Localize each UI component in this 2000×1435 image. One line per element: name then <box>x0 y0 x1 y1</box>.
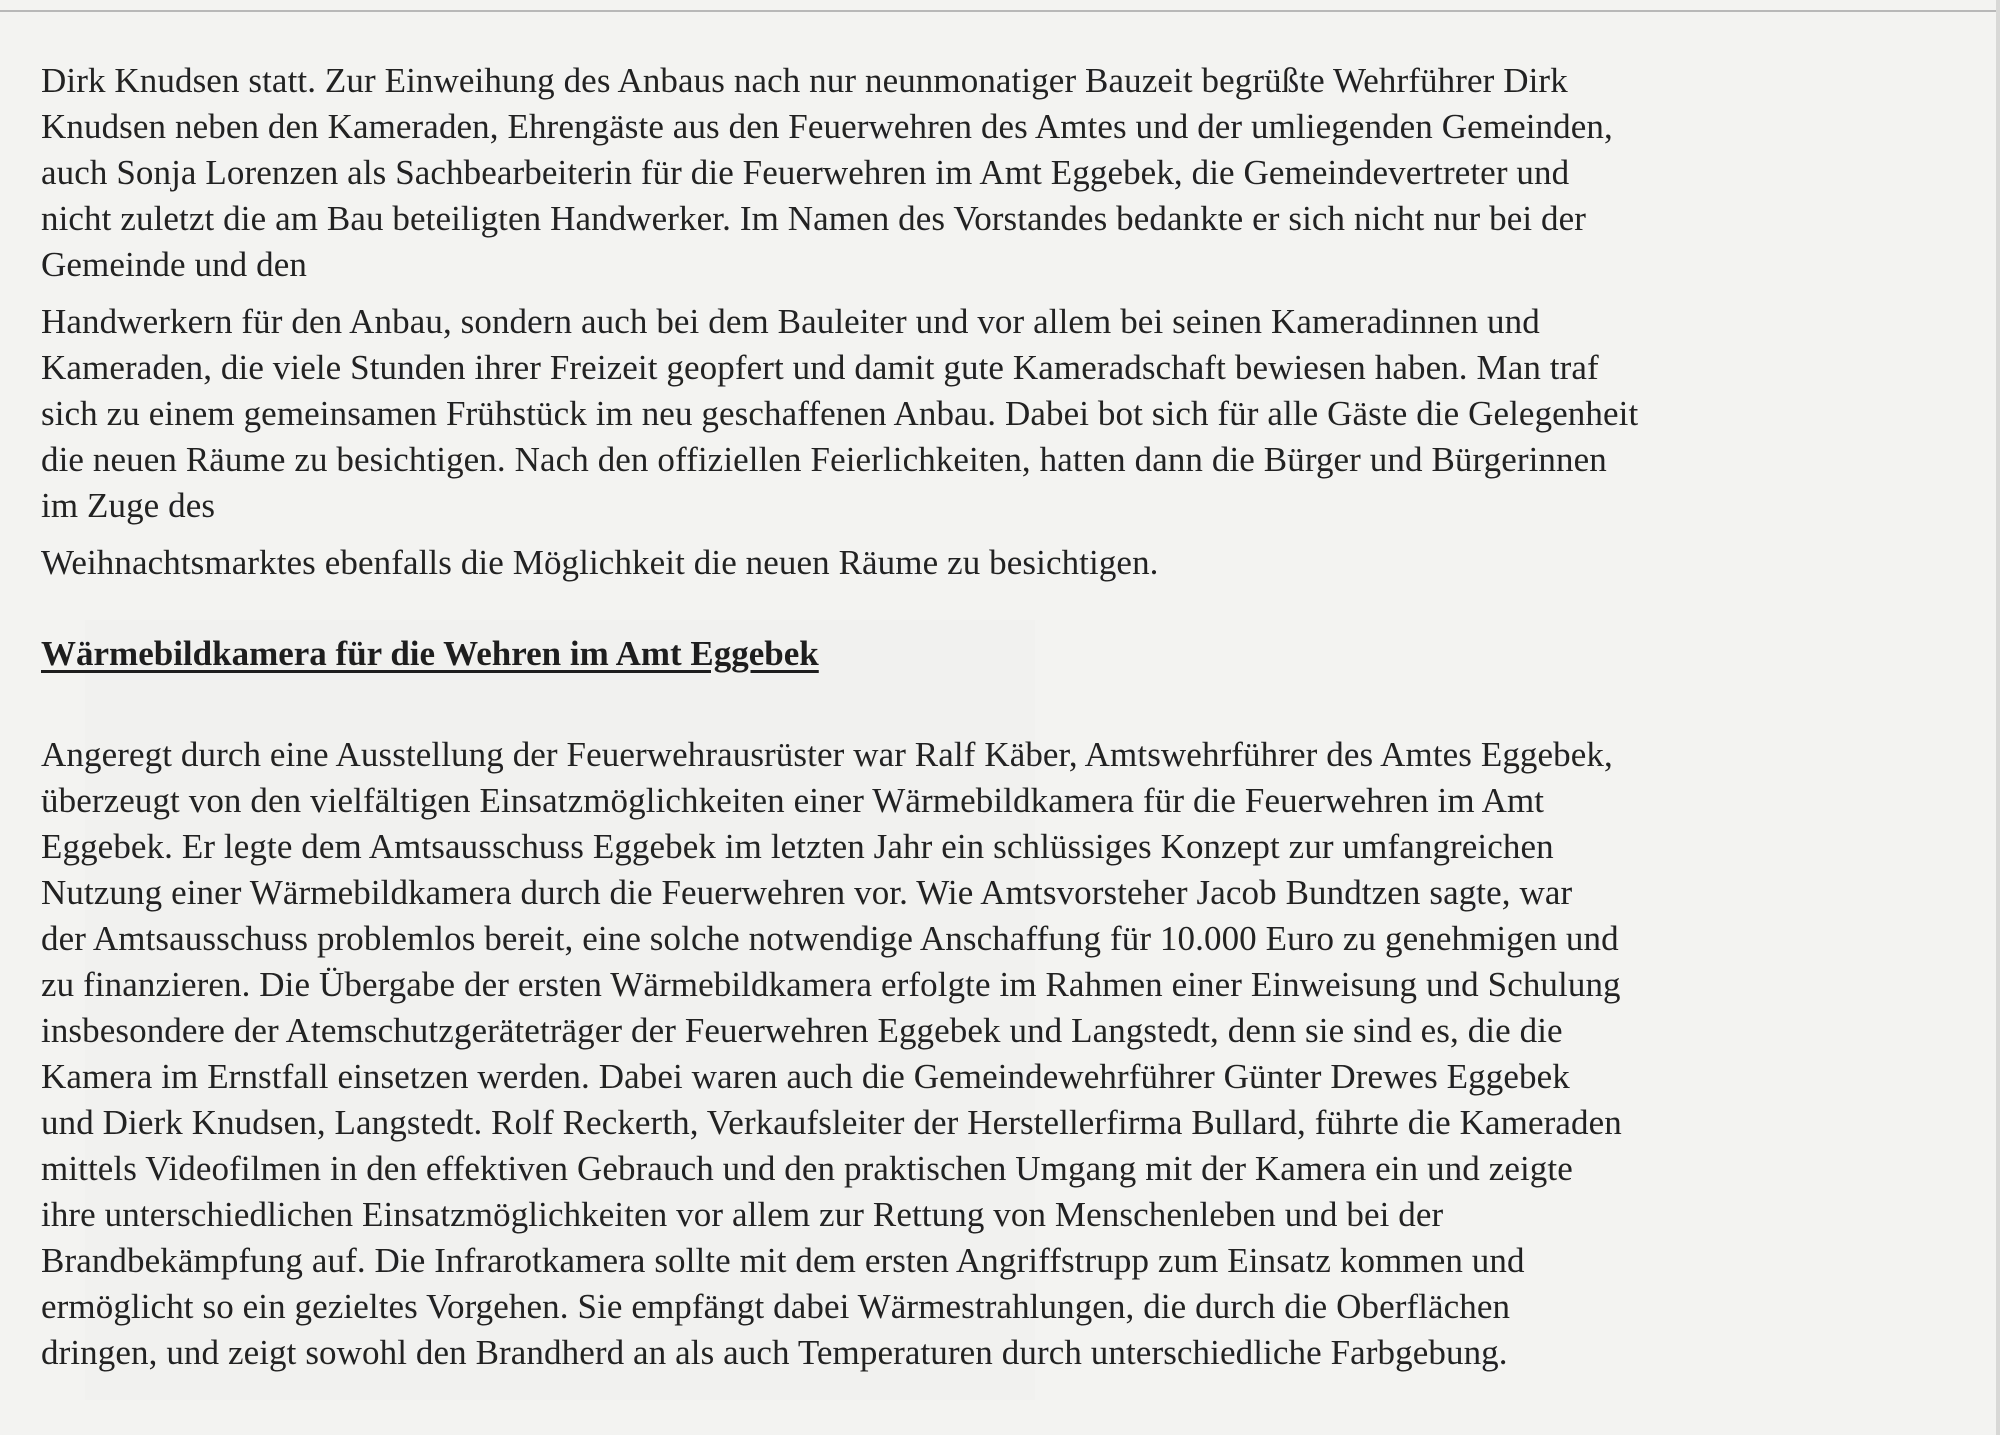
paragraph-line: ihre unterschiedlichen Einsatzmöglichkeiten vor allem zur Rettung von Menschenleben und bei der <box>41 1195 1444 1234</box>
paragraph-line: Kamera im Ernstfall einsetzen werden. Dabei waren auch die Gemeindewehrführer Günter Drewes Eggebek <box>41 1057 1570 1096</box>
paragraph-line: und Dierk Knudsen, Langstedt. Rolf Reckerth, Verkaufsleiter der Herstellerfirma Bullard, führte die Kameraden <box>41 1103 1622 1142</box>
paragraph-line: im Zuge des <box>41 486 216 525</box>
paragraph-line: mittels Videofilmen in den effektiven Gebrauch und den praktischen Umgang mit der Kamera ein und zeigte <box>41 1149 1573 1188</box>
paragraph-line: ermöglicht so ein gezieltes Vorgehen. Sie empfängt dabei Wärmestrahlungen, die durch die Oberflächen <box>41 1287 1511 1326</box>
paragraph-line: Handwerkern für den Anbau, sondern auch bei dem Bauleiter und vor allem bei seinen Kameradinnen und <box>41 302 1540 341</box>
paragraph-line: Brandbekämpfung auf. Die Infrarotkamera sollte mit dem ersten Angriffstrupp zum Einsatz kommen und <box>41 1241 1525 1280</box>
paragraph-line: dringen, und zeigt sowohl den Brandherd an als auch Temperaturen durch unterschiedliche Farbgebung. <box>41 1333 1508 1372</box>
paragraph-line: nicht zuletzt die am Bau beteiligten Handwerker. Im Namen des Vorstandes bedankte er sich nicht nur bei der <box>41 199 1587 238</box>
paragraph-line: Dirk Knudsen statt. Zur Einweihung des Anbaus nach nur neunmonatiger Bauzeit begrüßte Wehrführer Dirk <box>41 61 1568 100</box>
paragraph-line: die neuen Räume zu besichtigen. Nach den offiziellen Feierlichkeiten, hatten dann die Bürger und Bürgerinnen <box>41 440 1607 479</box>
paragraph-line: der Amtsausschuss problemlos bereit, eine solche notwendige Anschaffung für 10.000 Euro zu genehmigen und <box>41 919 1619 958</box>
section-heading: Wärmebildkamera für die Wehren im Amt Eggebek <box>41 634 819 673</box>
paragraph-line: zu finanzieren. Die Übergabe der ersten Wärmebildkamera erfolgte im Rahmen einer Einweisung und Schulung <box>41 965 1621 1004</box>
paragraph-line: Weihnachtsmarktes ebenfalls die Möglichkeit die neuen Räume zu besichtigen. <box>41 543 1159 582</box>
paragraph-line: auch Sonja Lorenzen als Sachbearbeiterin für die Feuerwehren im Amt Eggebek, die Gemeindevertreter und <box>41 153 1570 192</box>
paragraph-line: sich zu einem gemeinsamen Frühstück im neu geschaffenen Anbau. Dabei bot sich für alle Gäste die Gelegenheit <box>41 394 1639 433</box>
paragraph-line: Knudsen neben den Kameraden, Ehrengäste aus den Feuerwehren des Amtes und der umliegenden Gemeinden, <box>41 107 1613 146</box>
paragraph-line: Eggebek. Er legte dem Amtsausschuss Eggebek im letzten Jahr ein schlüssiges Konzept zur umfangreichen <box>41 827 1554 866</box>
paragraph-line: Angeregt durch eine Ausstellung der Feuerwehrausrüster war Ralf Käber, Amtswehrführer des Amtes Eggebek, <box>41 735 1613 774</box>
paragraph-line: überzeugt von den vielfältigen Einsatzmöglichkeiten einer Wärmebildkamera für die Feuerwehren im Amt <box>41 781 1545 820</box>
paragraph-line: Gemeinde und den <box>41 245 307 284</box>
paragraph-line: Kameraden, die viele Stunden ihrer Freizeit geopfert und damit gute Kameradschaft bewiesen haben. Man traf <box>41 348 1599 387</box>
paragraph-line: insbesondere der Atemschutzgeräteträger der Feuerwehren Eggebek und Langstedt, denn sie sind es, die die <box>41 1011 1563 1050</box>
paragraph-line: Nutzung einer Wärmebildkamera durch die Feuerwehren vor. Wie Amtsvorsteher Jacob Bundtzen sagte, war <box>41 873 1573 912</box>
